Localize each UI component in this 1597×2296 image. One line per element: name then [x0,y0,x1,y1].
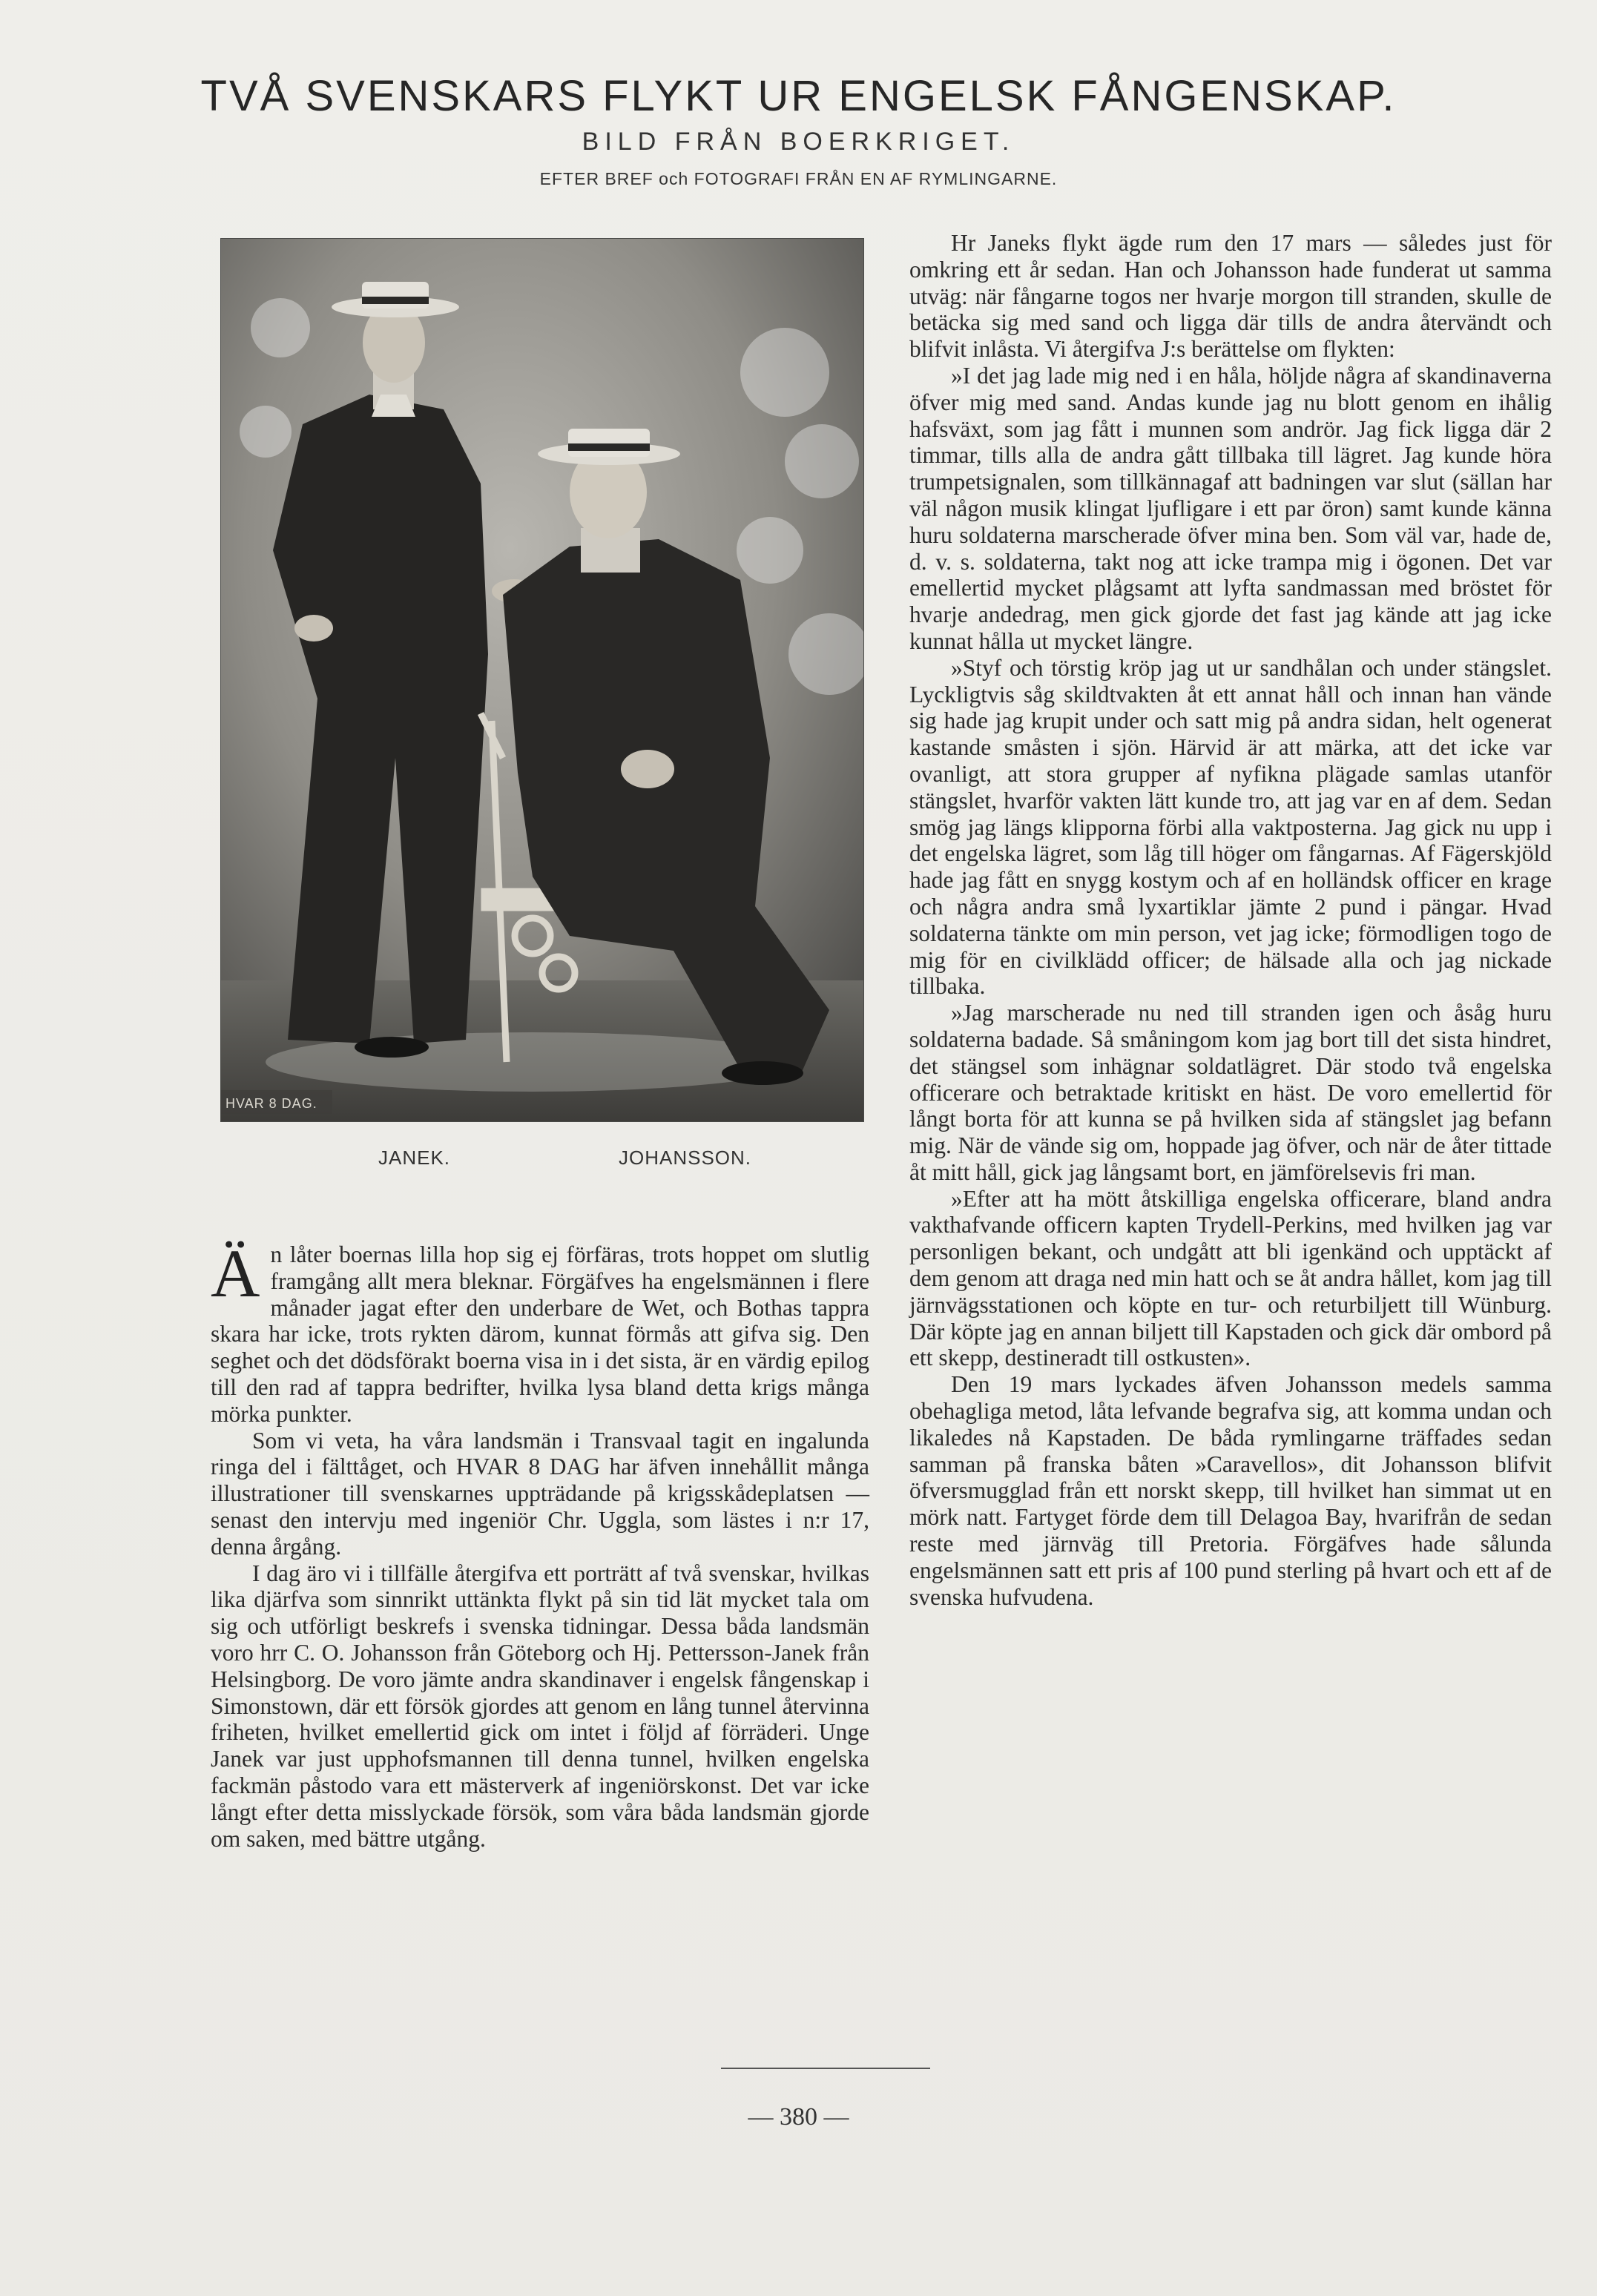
paragraph: »Jag marscherade nu ned till stranden igen och åsåg huru soldaterna badade. Så småningom kom jag bort till det sista hindret, det stängsel som inhägnar soldatlägret. Där stodo två engelska officerare och betraktade kritiskt en häst. De voro emellertid för långt borta för att kunna se på hvilken sida af stängslet jag befann mig. När de vände sig om, hoppade jag öfver, och när de åter tittade åt mitt håll, gick jag långsamt bort, en jämförelsevis fri man. [909,1000,1552,1185]
right-text-column [909,230,1552,1610]
paragraph: Den 19 mars lyckades äfven Johansson medels samma obehagliga metod, låta lefvande begrafva sig, att komma undan och likaledes nå Kapstaden. De båda rymlingarne träffades sedan samman på franska båten »Caravellos», dit Johansson blifvit öfversmugglad från ett norskt skepp, till hvilket han simmat ut en mörk natt. Fartyget förde dem till Delagoa Bay, hvarifrån de sedan reste med järnväg till Pretoria. Förgäfves hade sålunda engelsmännen satt ett pris af 100 pund sterling på hvart och ett af de svenska hufvudena. [909,1371,1552,1610]
paragraph: Som vi veta, ha våra landsmän i Transvaal tagit en ingalunda ringa del i fälttåget, och HVAR 8 DAG har äfven innehållit många illustrationer till svenskarnes uppträdande på krigsskådeplatsen — senast den intervju med ingeniör Chr. Uggla, som lästes i n:r 17, denna årgång. [211,1427,869,1560]
left-text-column [211,1236,869,1852]
caption-johansson: JOHANSSON. [619,1147,752,1169]
paragraph: Hr Janeks flykt ägde rum den 17 mars — således just för omkring ett år sedan. Han och Johansson hade funderat ut samma utväg: när fångarne togos ner hvarje morgon till stranden, skulle de betäcka sig med sand och ligga där tills de andra återvändt och blifvit inlåsta. Vi återgifva J:s berättelse om flykten: [909,230,1552,363]
caption-janek: JANEK. [378,1147,451,1169]
paragraph: »Efter att ha mött åtskilliga engelska officerare, bland andra vakthafvande officern kapten Trydell-Perkins, med hvilken jag var personligen bekant, och undgått att bli igenkänd och upptäckt af dem genom att draga ned min hatt och se åt andra hållet, kom jag till järnvägsstationen och köpte en tur- och returbiljett till Wünburg. Där köpte jag en annan biljett till Kapstaden och gick där ombord på ett skepp, destineradt till ostkusten». [909,1185,1552,1371]
article-credit: EFTER BREF och FOTOGRAFI FRÅN EN AF RYMLINGARNE. [539,169,1058,188]
paragraph: »I det jag lade mig ned i en håla, höljde några af skandinaverna öfver mig med sand. Andas kunde jag nu blott genom en ihålig hafsväxt, som jag fått i munnen som andrör. Jag fick ligga där 2 timmar, tills alla de andra gått tillbaka till lägret. Jag kunde höra trumpetsignalen, som tillkännagaf att badningen var slut (sällan har väl någon musik klingat ljufligare i ett par öron) samt kunde känna huru soldaterna marscherade öfver mina ben. Som väl var, hade de, d. v. s. soldaterna, takt nog att icke trampa mig i ögonen. Det var emellertid mycket plågsamt att lyfta sandmassan med bröstet för hvarje andedrag, men gick gjorde det fast jag kände att jag icke kunnat hålla ut mycket längre. [909,362,1552,654]
portrait-photograph [221,239,863,1121]
photo-stamp: HVAR 8 DAG. [225,1096,317,1111]
paragraph: Än låter boernas lilla hop sig ej förfäras, trots hoppet om slutlig framgång allt mera bleknar. Förgäfves ha engelsmännen i flere månader jagat efter den underbare de Wet, och Bothas tappra skara har icke, trots rykten därom, kunnat förmås att gifva sig. Den seghet och det dödsförakt boerna visa in i det sista, är en värdig epilog till den rad af tappra bedrifter, hvilka lysa bland detta krigs många mörka punkter. [211,1236,869,1427]
photo-captions [221,1147,863,1176]
footer-rule [721,2068,930,2069]
paragraph: »Styf och törstig kröp jag ut ur sandhålan och under stängslet. Lyckligtvis såg skildtvakten åt ett annat håll och innan han vände sig hade jag krupit under och satt mig på andra sidan, helt ogenerat kastande småsten i sjön. Härvid är att märka, att det icke var ovanligt, att stora grupper af nyfikna plägade samlas utanför stängslet, hvarför vakten lätt kunde tro, att jag var en af dem. Sedan smög jag längs klipporna förbi alla vaktposterna. Jag gick nu upp i det engelska lägret, som låg till höger om fångarnas. Af Fägerskjöld hade jag fått en snygg kostym och af en holländsk officer en krage och några andra små lyxartiklar jämte 2 pund i pängar. Hvad soldaterna tänkte om min person, vet jag icke; förmodligen togo de mig för en civilklädd officer; de hälsade alla och jag nickade tillbaka. [909,654,1552,1000]
portrait-illustration [221,239,863,1121]
article-subtitle: BILD FRÅN BOERKRIGET. [582,128,1015,156]
drop-cap: Ä [211,1236,260,1311]
paragraph: I dag äro vi i tillfälle återgifva ett porträtt af två svenskar, hvilkas lika djärfva som sinnrikt uttänkta flykt på sin tid lät mycket tala om sig och utförligt beskrefs i svenska tidningar. Dessa båda landsmän voro hrr C. O. Johansson från Göteborg och Hj. Pettersson-Janek från Helsingborg. De voro jämte andra skandinaver i engelsk fångenskap i Simonstown, där ett försök gjordes att genom en lång tunnel återvinna friheten, hvilket emellertid gick om intet i följd af förräderi. Unge Janek var just upphofsmannen till denna tunnel, hvilken engelska fackmän påstodo vara ett mästerverk af ingeniörskonst. Det var icke långt efter detta misslyckade försök, som våra båda landsmän gjorde om saken, med bättre utgång. [211,1560,869,1852]
page-number: — 380 — [748,2103,849,2131]
article-title: TVÅ SVENSKARS FLYKT UR ENGELSK FÅNGENSKAP. [200,72,1397,120]
